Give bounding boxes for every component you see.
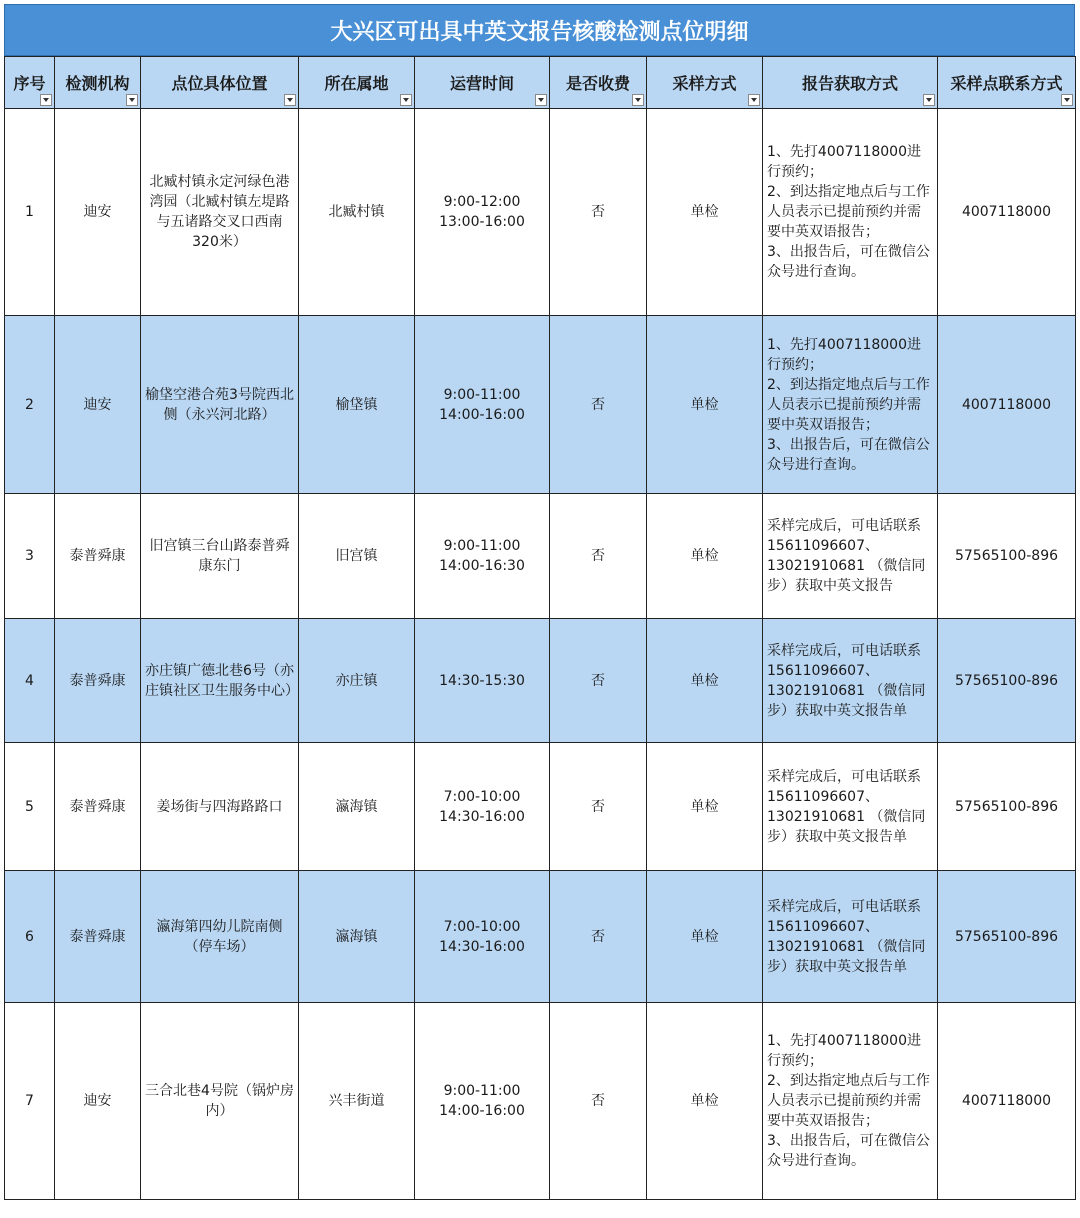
cell-fee: 否 — [550, 619, 647, 743]
cell-contact: 4007118000 — [938, 1003, 1076, 1200]
cell-location: 北臧村镇永定河绿色港湾园（北臧村镇左堤路与五诸路交叉口西南320米） — [141, 109, 299, 316]
filter-dropdown-icon[interactable] — [535, 94, 547, 106]
header-label: 序号 — [13, 74, 46, 93]
cell-org: 泰普舜康 — [55, 619, 141, 743]
report-step: 1、先打4007118000进行预约； — [767, 1033, 921, 1069]
time-range: 14:30-16:00 — [439, 808, 525, 825]
time-range: 9:00-12:00 — [443, 194, 521, 210]
filter-dropdown-icon[interactable] — [923, 94, 935, 106]
report-step: 采样完成后，可电话联系15611096607、13021910681 （微信同步）获取中英文报告单 — [767, 642, 926, 719]
cell-report — [763, 109, 938, 316]
header-label: 是否收费 — [565, 74, 630, 93]
table-row — [5, 316, 1076, 494]
header-label: 采样方式 — [672, 74, 737, 93]
header-label: 点位具体位置 — [171, 74, 268, 93]
cell-org: 泰普舜康 — [55, 743, 141, 871]
time-range: 9:00-11:00 — [443, 1083, 521, 1099]
cell-no: 3 — [5, 494, 55, 619]
cell-contact: 4007118000 — [938, 316, 1076, 494]
cell-time — [415, 494, 550, 619]
cell-report — [763, 871, 938, 1003]
time-range: 14:30-15:30 — [439, 672, 525, 689]
time-range: 7:00-10:00 — [443, 918, 521, 935]
spreadsheet — [4, 4, 1075, 1200]
header-location — [141, 57, 299, 109]
cell-fee: 否 — [550, 494, 647, 619]
cell-org: 泰普舜康 — [55, 871, 141, 1003]
header-row — [5, 57, 1076, 109]
cell-fee: 否 — [550, 1003, 647, 1200]
cell-location: 瀛海第四幼儿院南侧（停车场） — [141, 871, 299, 1003]
cell-time — [415, 871, 550, 1003]
report-step: 3、出报告后，可在微信公众号进行查询。 — [767, 244, 930, 280]
table-row — [5, 871, 1076, 1003]
cell-contact: 57565100-896 — [938, 871, 1076, 1003]
cell-method: 单检 — [647, 1003, 763, 1200]
cell-fee: 否 — [550, 871, 647, 1003]
cell-location: 旧宫镇三台山路泰普舜康东门 — [141, 494, 299, 619]
cell-report — [763, 1003, 938, 1200]
cell-method: 单检 — [647, 494, 763, 619]
filter-dropdown-icon[interactable] — [748, 94, 760, 106]
time-range: 9:00-11:00 — [443, 538, 521, 554]
cell-org: 迪安 — [55, 109, 141, 316]
cell-time — [415, 1003, 550, 1200]
cell-area: 瀛海镇 — [299, 743, 415, 871]
cell-area: 北臧村镇 — [299, 109, 415, 316]
report-step: 1、先打4007118000进行预约； — [767, 144, 921, 180]
cell-org: 迪安 — [55, 1003, 141, 1200]
time-range: 14:00-16:00 — [439, 1103, 525, 1119]
report-step: 3、出报告后，可在微信公众号进行查询。 — [767, 1133, 930, 1169]
report-step: 3、出报告后，可在微信公众号进行查询。 — [767, 436, 930, 473]
report-step: 采样完成后，可电话联系15611096607、13021910681 （微信同步）获取中英文报告单 — [767, 768, 926, 845]
report-step: 2、到达指定地点后与工作人员表示已提前预约并需要中英双语报告； — [767, 376, 930, 433]
report-step: 采样完成后，可电话联系15611096607、13021910681 （微信同步）获取中英文报告单 — [767, 898, 926, 975]
cell-contact: 57565100-896 — [938, 743, 1076, 871]
time-range: 14:00-16:00 — [439, 406, 525, 423]
table-row — [5, 743, 1076, 871]
cell-method: 单检 — [647, 871, 763, 1003]
header-label: 检测机构 — [65, 74, 130, 93]
cell-location: 三合北巷4号院（锅炉房内） — [141, 1003, 299, 1200]
cell-method: 单检 — [647, 619, 763, 743]
time-range: 14:30-16:00 — [439, 938, 525, 955]
cell-area: 旧宫镇 — [299, 494, 415, 619]
table-title: 大兴区可出具中英文报告核酸检测点位明细 — [4, 4, 1075, 56]
filter-dropdown-icon[interactable] — [400, 94, 412, 106]
header-time — [415, 57, 550, 109]
cell-location: 姜场街与四海路路口 — [141, 743, 299, 871]
table-row — [5, 619, 1076, 743]
time-range: 9:00-11:00 — [443, 386, 521, 403]
cell-no: 5 — [5, 743, 55, 871]
cell-fee: 否 — [550, 316, 647, 494]
cell-report — [763, 316, 938, 494]
header-method — [647, 57, 763, 109]
header-contact — [938, 57, 1076, 109]
time-range: 13:00-16:00 — [439, 214, 525, 230]
filter-dropdown-icon[interactable] — [284, 94, 296, 106]
cell-method: 单检 — [647, 743, 763, 871]
filter-dropdown-icon[interactable] — [40, 94, 52, 106]
header-report — [763, 57, 938, 109]
cell-org: 迪安 — [55, 316, 141, 494]
cell-area: 兴丰街道 — [299, 1003, 415, 1200]
cell-time — [415, 619, 550, 743]
header-label: 运营时间 — [449, 74, 514, 93]
cell-report — [763, 743, 938, 871]
header-area — [299, 57, 415, 109]
cell-time — [415, 109, 550, 316]
header-org — [55, 57, 141, 109]
report-step: 2、到达指定地点后与工作人员表示已提前预约并需要中英双语报告； — [767, 184, 930, 240]
cell-area: 瀛海镇 — [299, 871, 415, 1003]
cell-method: 单检 — [647, 316, 763, 494]
cell-no: 2 — [5, 316, 55, 494]
time-range: 7:00-10:00 — [443, 788, 521, 805]
cell-contact: 4007118000 — [938, 109, 1076, 316]
cell-fee: 否 — [550, 109, 647, 316]
table-row — [5, 494, 1076, 619]
time-range: 14:00-16:30 — [439, 558, 525, 574]
cell-report — [763, 619, 938, 743]
cell-method: 单检 — [647, 109, 763, 316]
cell-no: 6 — [5, 871, 55, 1003]
header-label: 采样点联系方式 — [950, 74, 1063, 93]
cell-report — [763, 494, 938, 619]
header-no — [5, 57, 55, 109]
report-step: 采样完成后，可电话联系15611096607、13021910681 （微信同步）获取中英文报告 — [767, 518, 926, 594]
table-row — [5, 109, 1076, 316]
cell-location: 亦庄镇广德北巷6号（亦庄镇社区卫生服务中心） — [141, 619, 299, 743]
table-row — [5, 1003, 1076, 1200]
cell-no: 4 — [5, 619, 55, 743]
cell-location: 榆垡空港合苑3号院西北侧（永兴河北路） — [141, 316, 299, 494]
cell-contact: 57565100-896 — [938, 619, 1076, 743]
cell-org: 泰普舜康 — [55, 494, 141, 619]
header-fee — [550, 57, 647, 109]
report-step: 2、到达指定地点后与工作人员表示已提前预约并需要中英双语报告； — [767, 1073, 930, 1129]
cell-no: 7 — [5, 1003, 55, 1200]
header-label: 所在属地 — [324, 74, 389, 93]
cell-contact: 57565100-896 — [938, 494, 1076, 619]
filter-dropdown-icon[interactable] — [1061, 94, 1073, 106]
cell-no: 1 — [5, 109, 55, 316]
cell-area: 亦庄镇 — [299, 619, 415, 743]
header-label: 报告获取方式 — [801, 74, 898, 93]
report-step: 1、先打4007118000进行预约； — [767, 336, 921, 373]
testing-sites-table — [4, 56, 1076, 1200]
cell-area: 榆垡镇 — [299, 316, 415, 494]
cell-time — [415, 316, 550, 494]
filter-dropdown-icon[interactable] — [632, 94, 644, 106]
cell-time — [415, 743, 550, 871]
cell-fee: 否 — [550, 743, 647, 871]
filter-dropdown-icon[interactable] — [126, 94, 138, 106]
